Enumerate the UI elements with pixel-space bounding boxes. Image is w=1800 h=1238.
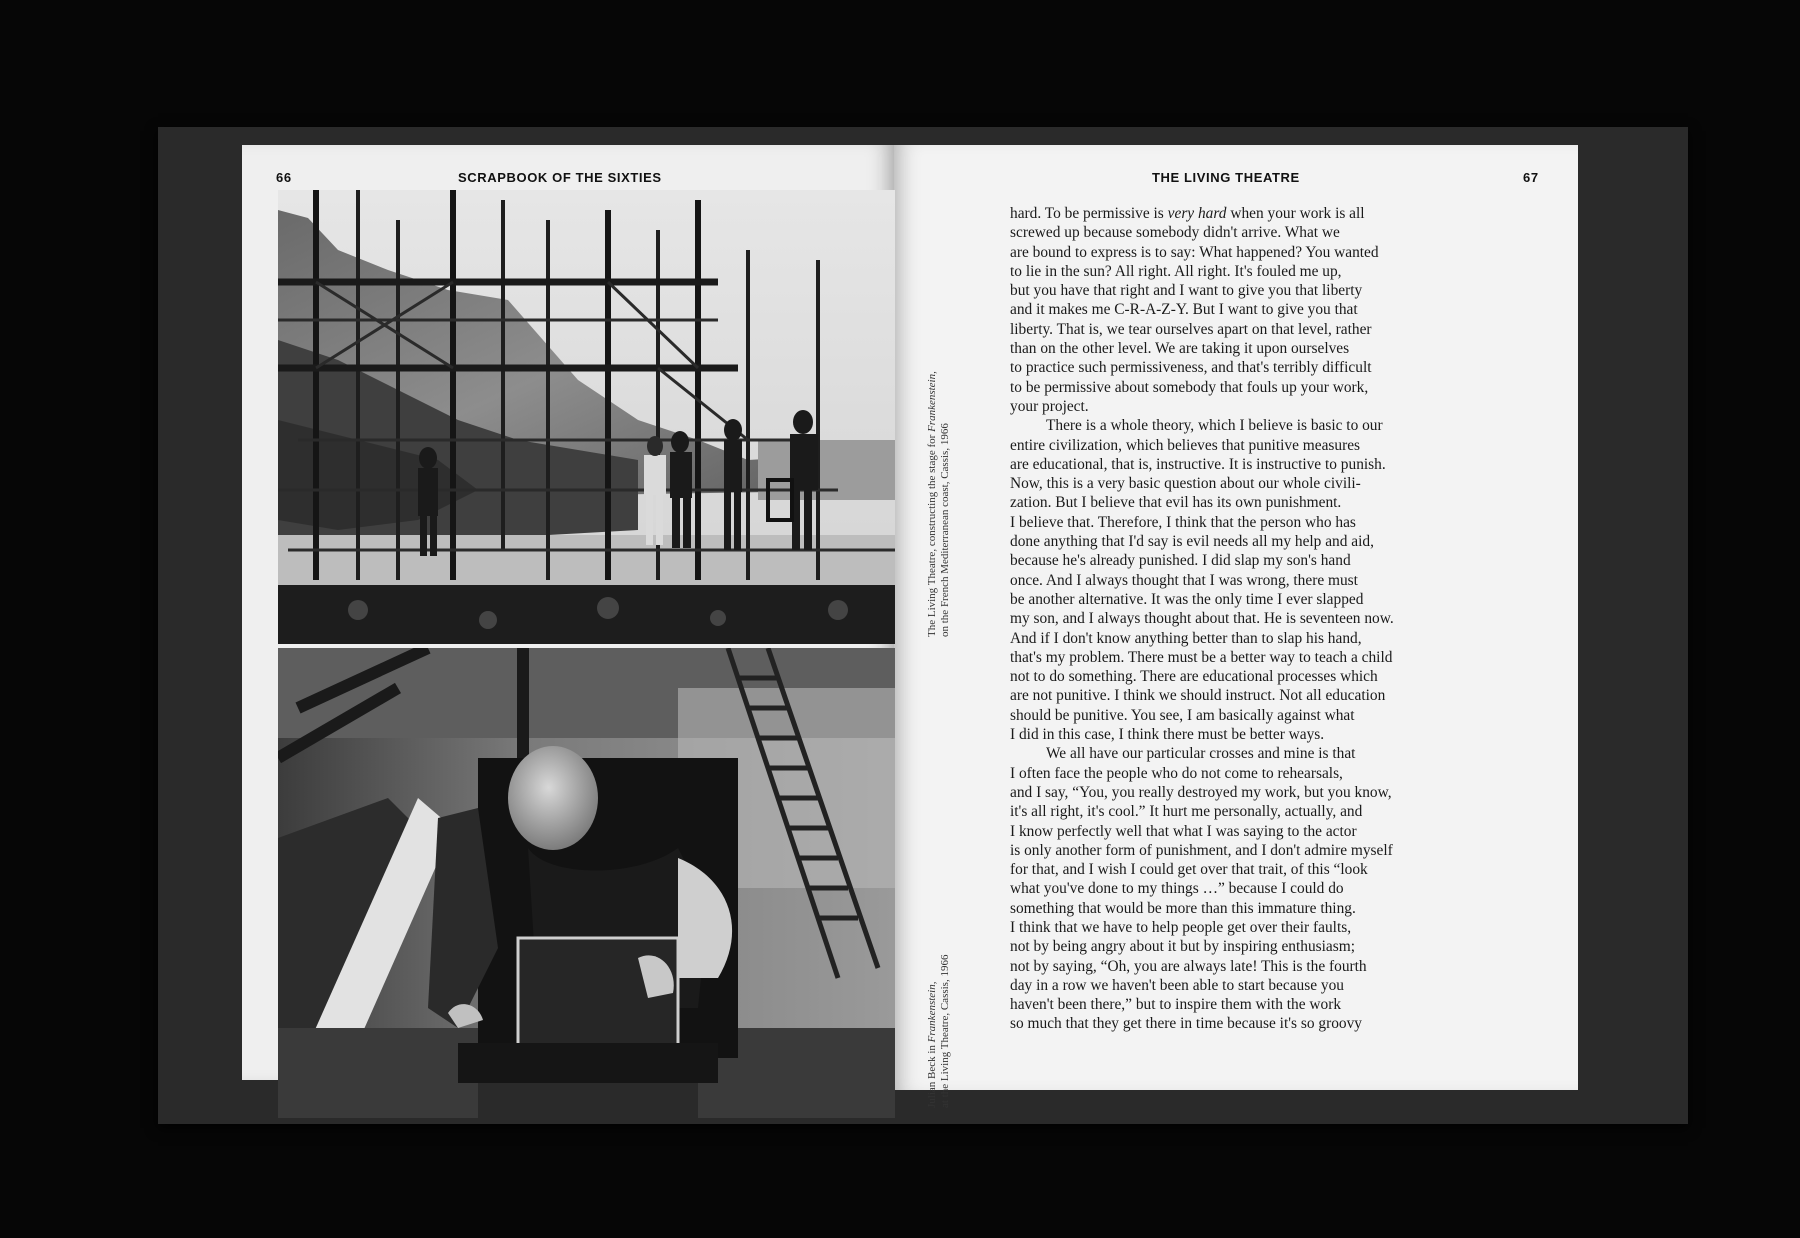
text-line: I think that we have to help people get over their faults, <box>1010 918 1352 936</box>
text-line: not by saying, “Oh, you are always late! This is the fourth <box>1010 957 1367 975</box>
text-line: not to do something. There are educational processes which <box>1010 668 1378 686</box>
text-line: and I say, “You, you really destroyed my work, but you know, <box>1010 783 1392 801</box>
text-line: your project. <box>1010 397 1089 415</box>
text-line: something that would be more than this immature thing. <box>1010 899 1356 917</box>
text-line: to lie in the sun? All right. All right. It's fouled me up, <box>1010 262 1342 280</box>
text-line: are bound to express is to say: What happened? You wanted <box>1010 243 1379 261</box>
right-running-head: THE LIVING THEATRE <box>1152 170 1300 185</box>
text-line: and it makes me C-R-A-Z-Y. But I want to give you that <box>1010 301 1358 319</box>
text-line: my son, and I always thought about that. He is seventeen now. <box>1010 610 1394 628</box>
left-page-number: 66 <box>276 170 292 185</box>
text-line: zation. But I believe that evil has its own punishment. <box>1010 494 1342 512</box>
text-line: There is a whole theory, which I believe is basic to our <box>1046 417 1383 435</box>
text-line: are not punitive. I think we should instruct. Not all education <box>1010 687 1386 705</box>
left-running-head: SCRAPBOOK OF THE SIXTIES <box>458 170 662 185</box>
text-line: be another alternative. It was the only time I ever slapped <box>1010 590 1364 608</box>
text-line: hard. To be permissive is very hard when your work is all <box>1010 205 1365 222</box>
right-page-number: 67 <box>1523 170 1539 185</box>
text-line: I often face the people who do not come to rehearsals, <box>1010 764 1343 782</box>
text-line: to be permissive about somebody that fouls up your work, <box>1010 378 1369 396</box>
text-line: so much that they get there in time because it's so groovy <box>1010 1015 1362 1033</box>
text-line: once. And I always thought that I was wrong, there must <box>1010 571 1358 589</box>
text-line: it's all right, it's cool.” It hurt me personally, actually, and <box>1010 803 1363 821</box>
text-line: because he's already punished. I did slap my son's hand <box>1010 552 1351 570</box>
text-line: I believe that. Therefore, I think that the person who has <box>1010 513 1356 531</box>
text-line: done anything that I'd say is evil needs all my help and aid, <box>1010 533 1374 551</box>
scaffolding-photo <box>278 190 895 644</box>
text-line: are educational, that is, instructive. It is instructive to punish. <box>1010 455 1386 473</box>
text-line: day in a row we haven't been able to start because you <box>1010 976 1344 994</box>
text-line: not by being angry about it but by inspiring enthusiasm; <box>1010 938 1355 956</box>
caption-bottom: Julian Beck in Frankenstein, at the Living Theatre, Cassis, 1966 <box>926 954 951 1108</box>
text-line: that's my problem. There must be a better way to teach a child <box>1010 648 1393 666</box>
text-line: haven't been there,” but to inspire them with the work <box>1010 996 1342 1014</box>
text-line: than on the other level. We are taking it upon ourselves <box>1010 340 1350 358</box>
caption-top: The Living Theatre, constructing the stage for Frankenstein, on the French Mediterranean coast, Cassis, 1966 <box>926 371 951 637</box>
text-line: Now, this is a very basic question about our whole civili- <box>1010 475 1361 493</box>
text-line: I know perfectly well that what I was saying to the actor <box>1010 822 1357 840</box>
text-line: to practice such permissiveness, and that's terribly difficult <box>1010 359 1372 377</box>
text-line: We all have our particular crosses and mine is that <box>1046 745 1356 763</box>
text-line: entire civilization, which believes that punitive measures <box>1010 436 1361 454</box>
text-line: liberty. That is, we tear ourselves apart on that level, rather <box>1010 320 1372 338</box>
text-line: but you have that right and I want to give you that liberty <box>1010 282 1363 300</box>
text-line: is only another form of punishment, and I don't admire myself <box>1010 841 1393 859</box>
text-line: screwed up because somebody didn't arrive. What we <box>1010 224 1340 242</box>
text-line: for that, and I wish I could get over that trait, of this “look <box>1010 861 1368 879</box>
body-text <box>1010 204 1480 1034</box>
text-line: I did in this case, I think there must be better ways. <box>1010 726 1325 744</box>
text-line: And if I don't know anything better than to slap his hand, <box>1010 629 1362 647</box>
julian-beck-photo <box>278 648 895 1118</box>
text-line: what you've done to my things …” because I could do <box>1010 880 1344 898</box>
text-line: should be punitive. You see, I am basically against what <box>1010 706 1355 724</box>
